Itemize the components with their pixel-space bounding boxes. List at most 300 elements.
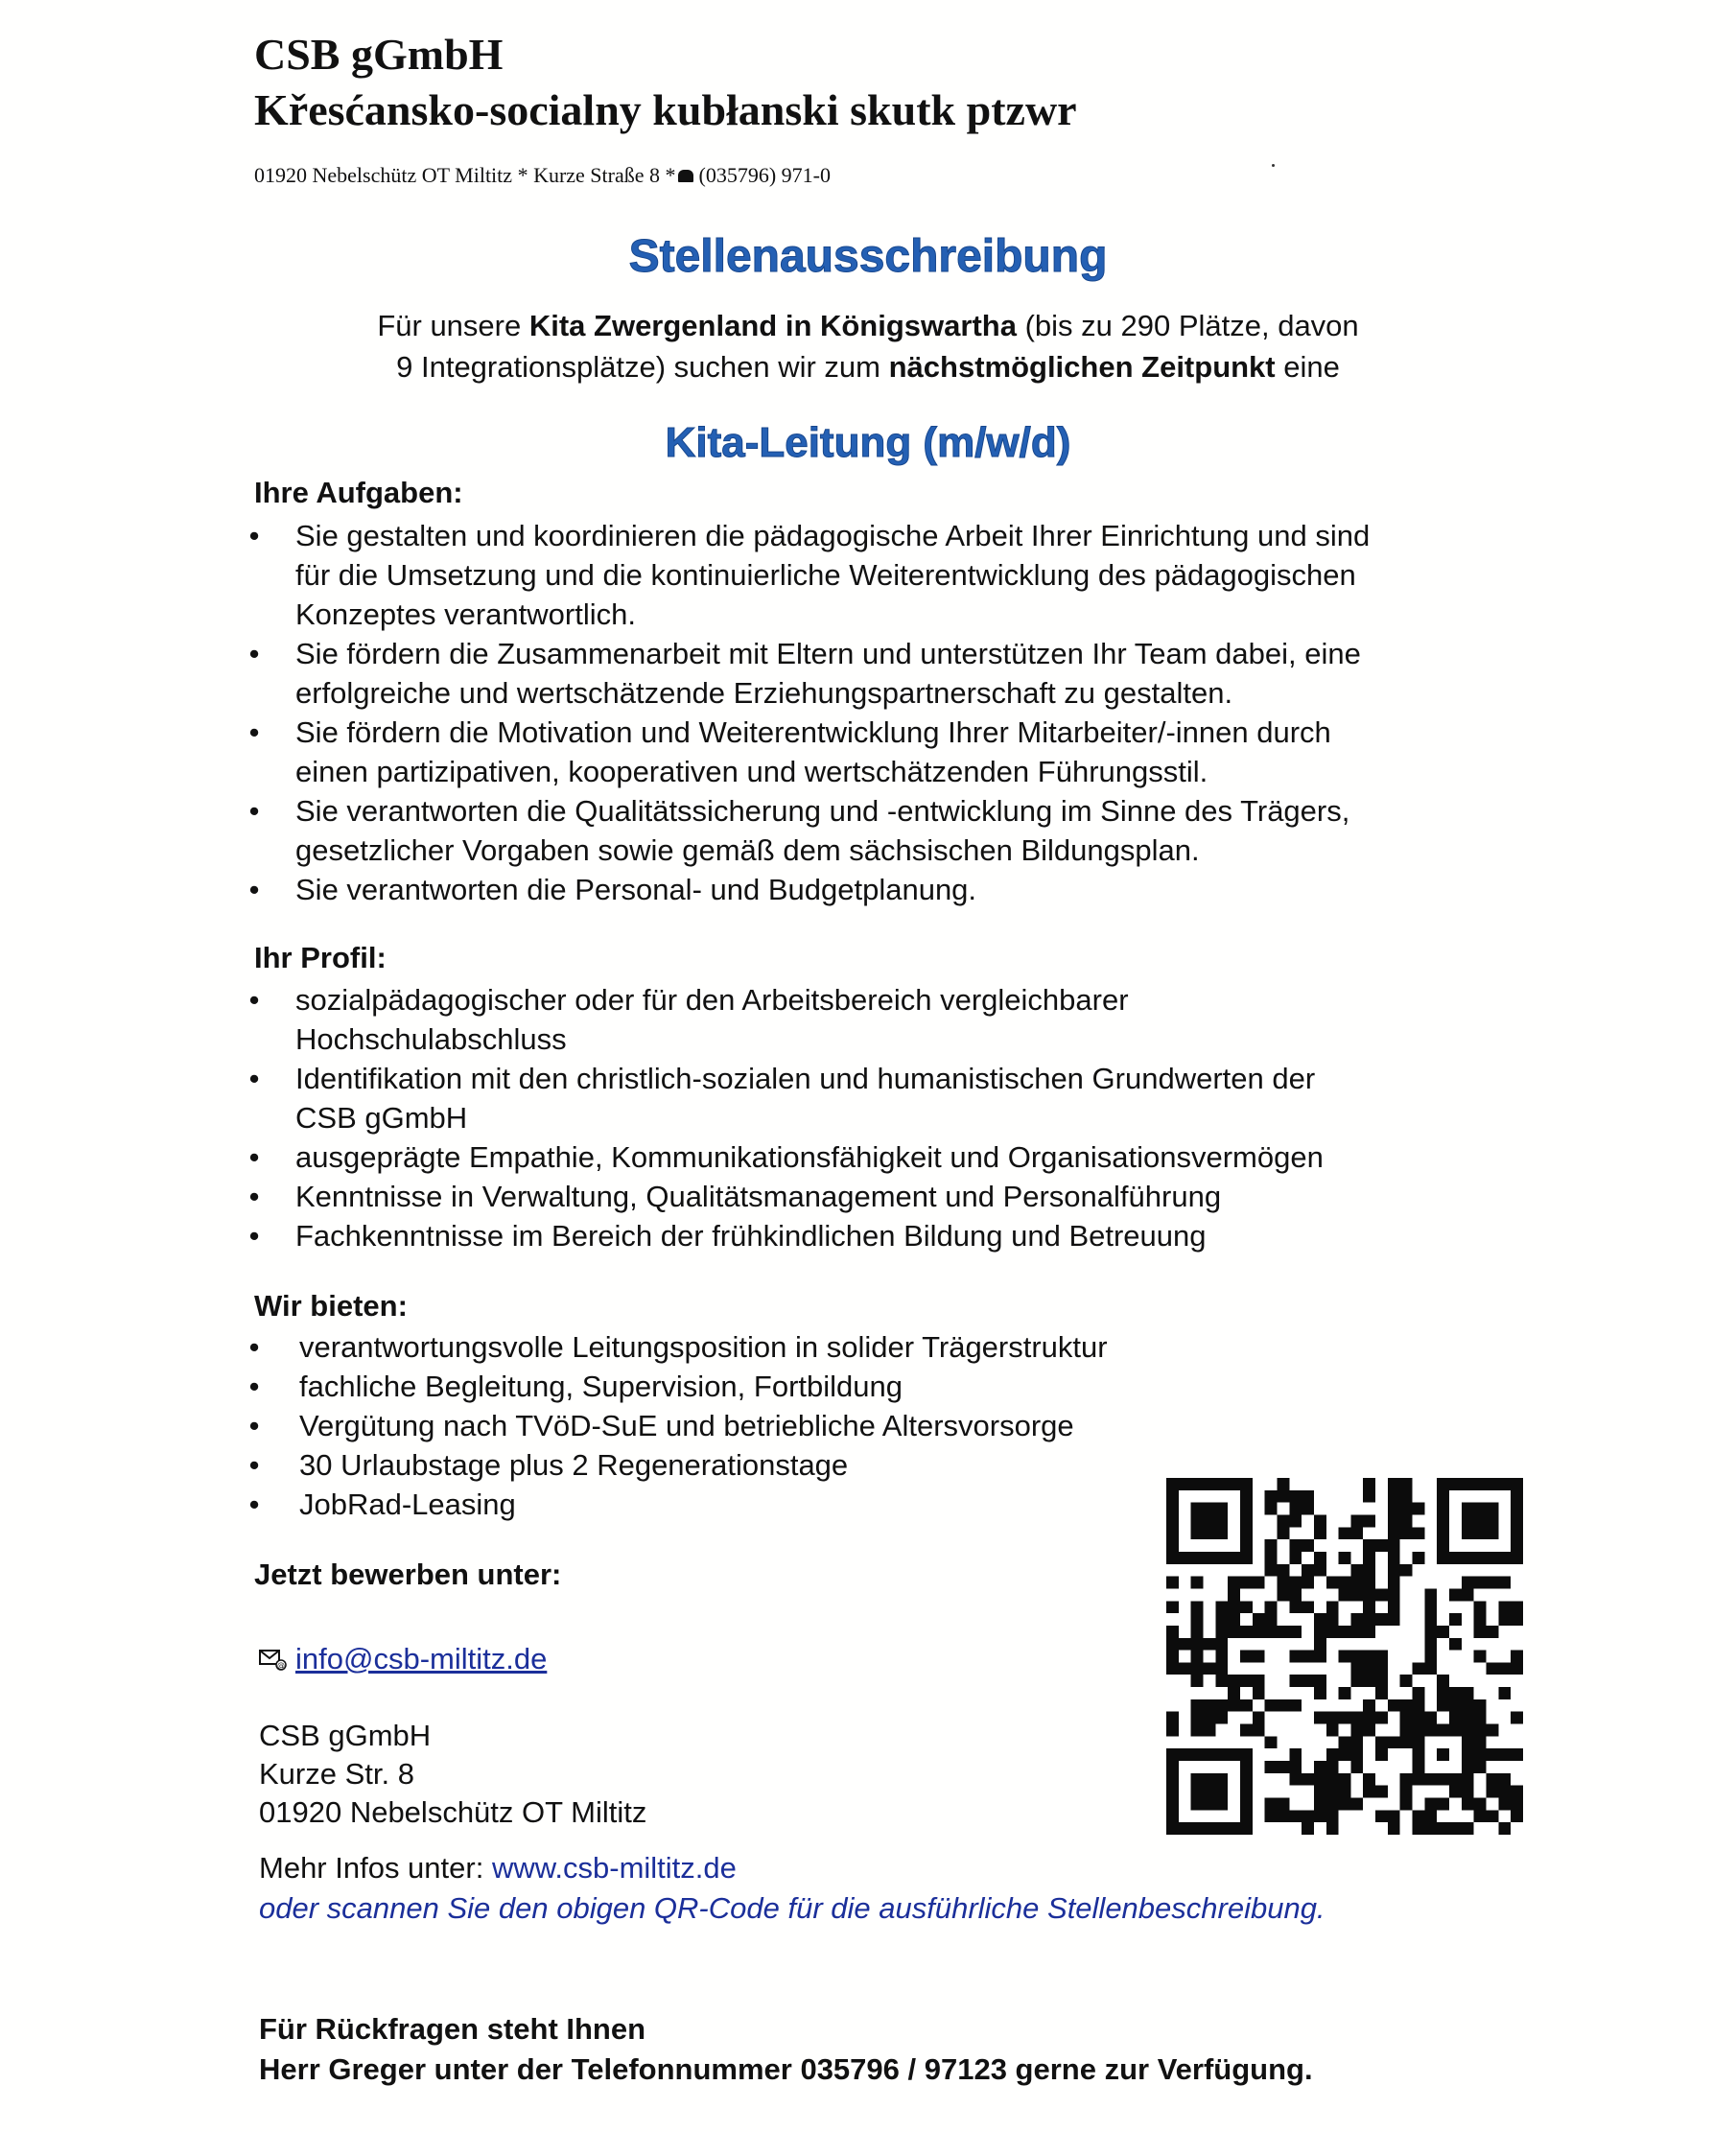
qr-module	[1314, 1527, 1326, 1539]
qr-module	[1339, 1786, 1351, 1798]
qr-module	[1511, 1786, 1523, 1798]
qr-module	[1363, 1786, 1375, 1798]
qr-module	[1191, 1613, 1204, 1626]
qr-module	[1437, 1822, 1449, 1835]
qr-module	[1400, 1736, 1413, 1748]
qr-module	[1462, 1724, 1474, 1737]
qr-module	[1228, 1626, 1240, 1638]
qr-module	[1228, 1552, 1240, 1564]
qr-module	[1339, 1798, 1351, 1811]
qr-module	[1339, 1651, 1351, 1663]
org-subtitle: Křesćansko-socialny kubłanski skutk ptzwr	[254, 85, 1077, 134]
qr-module	[1449, 1822, 1462, 1835]
qr-module	[1191, 1786, 1204, 1798]
qr-module	[1350, 1588, 1363, 1601]
qr-module	[1462, 1786, 1474, 1798]
qr-module	[1191, 1552, 1204, 1564]
qr-module	[1166, 1503, 1179, 1515]
qr-module	[1179, 1662, 1191, 1675]
qr-module	[1498, 1552, 1511, 1564]
bullet-icon: •	[248, 1140, 260, 1174]
qr-module	[1474, 1748, 1487, 1761]
qr-module	[1289, 1626, 1302, 1638]
qr-module	[1487, 1626, 1499, 1638]
qr-module	[1326, 1712, 1339, 1724]
qr-module	[1228, 1577, 1240, 1589]
qr-module	[1363, 1699, 1375, 1712]
list-item-line: Kenntnisse in Verwaltung, Qualitätsmanagement und Personalführung	[295, 1180, 1222, 1213]
qr-module	[1350, 1736, 1363, 1748]
list-item-line: CSB gGmbH	[295, 1101, 468, 1135]
qr-module	[1413, 1503, 1425, 1515]
list-item	[245, 1327, 1520, 1367]
start-date: nächstmöglichen Zeitpunkt	[888, 350, 1276, 384]
qr-module	[1400, 1712, 1413, 1724]
list-item-line: Konzeptes verantwortlich.	[295, 597, 636, 631]
qr-module	[1166, 1527, 1179, 1539]
qr-module	[1314, 1626, 1326, 1638]
list-item-line: Sie fördern die Zusammenarbeit mit Eltern und unterstützen Ihr Team dabei, eine	[295, 637, 1361, 670]
qr-module	[1240, 1626, 1253, 1638]
qr-module	[1191, 1798, 1204, 1811]
qr-module	[1424, 1810, 1437, 1822]
apply-heading: Jetzt bewerben unter:	[254, 1558, 562, 1591]
qr-module	[1228, 1748, 1240, 1761]
qr-module	[1203, 1662, 1215, 1675]
qr-module	[1166, 1478, 1179, 1490]
qr-module	[1314, 1638, 1326, 1651]
qr-module	[1487, 1748, 1499, 1761]
qr-module	[1339, 1588, 1351, 1601]
qr-module	[1413, 1773, 1425, 1786]
qr-module	[1449, 1786, 1462, 1798]
qr-module	[1191, 1822, 1204, 1835]
more-info-label: Mehr Infos unter:	[259, 1851, 492, 1885]
phone-number: (035796) 971-0	[698, 163, 831, 187]
qr-module	[1498, 1822, 1511, 1835]
qr-module	[1375, 1613, 1388, 1626]
qr-module	[1462, 1503, 1474, 1515]
qr-module	[1437, 1552, 1449, 1564]
qr-module	[1179, 1478, 1191, 1490]
qr-module	[1474, 1736, 1487, 1748]
contact-line: Für Rückfragen steht Ihnen	[259, 2012, 646, 2046]
qr-module	[1191, 1712, 1204, 1724]
qr-module	[1253, 1626, 1265, 1638]
qr-module	[1462, 1478, 1474, 1490]
list-item-line: sozialpädagogischer oder für den Arbeitsbereich vergleichbarer	[295, 983, 1129, 1017]
more-info	[259, 1851, 737, 1886]
qr-module	[1215, 1699, 1228, 1712]
qr-module	[1240, 1527, 1253, 1539]
qr-module	[1363, 1712, 1375, 1724]
qr-module	[1191, 1527, 1204, 1539]
qr-module	[1253, 1724, 1265, 1737]
qr-module	[1203, 1638, 1215, 1651]
qr-module	[1215, 1651, 1228, 1663]
qr-code-graphic	[1166, 1478, 1523, 1835]
qr-code[interactable]	[1166, 1478, 1523, 1835]
qr-module	[1363, 1675, 1375, 1687]
qr-module	[1437, 1626, 1449, 1638]
qr-module	[1289, 1773, 1302, 1786]
qr-module	[1240, 1773, 1253, 1786]
qr-module	[1179, 1552, 1191, 1564]
qr-module	[1339, 1748, 1351, 1761]
qr-module	[1498, 1773, 1511, 1786]
address-separator: *	[512, 163, 534, 187]
bullet-icon: •	[248, 1180, 260, 1213]
qr-module	[1350, 1626, 1363, 1638]
bullet-icon: •	[248, 1330, 260, 1364]
qr-module	[1228, 1675, 1240, 1687]
qr-module	[1289, 1588, 1302, 1601]
qr-module	[1400, 1786, 1413, 1798]
scan-artifact	[1272, 164, 1275, 167]
qr-module	[1388, 1527, 1400, 1539]
qr-module	[1424, 1822, 1437, 1835]
qr-module	[1265, 1699, 1278, 1712]
qr-module	[1191, 1773, 1204, 1786]
intro-text	[0, 305, 1736, 387]
qr-module	[1277, 1514, 1289, 1527]
qr-module	[1350, 1798, 1363, 1811]
qr-module	[1487, 1514, 1499, 1527]
list-item-line: fachliche Begleitung, Supervision, Fortbildung	[299, 1370, 903, 1403]
qr-module	[1413, 1552, 1425, 1564]
qr-module	[1388, 1601, 1400, 1613]
qr-module	[1314, 1761, 1326, 1773]
qr-module	[1302, 1564, 1314, 1577]
qr-module	[1424, 1724, 1437, 1737]
contact-info	[259, 2009, 1313, 2090]
list-item	[245, 1137, 1520, 1177]
qr-module	[1203, 1552, 1215, 1564]
qr-module	[1166, 1748, 1179, 1761]
list-item	[245, 980, 1520, 1059]
qr-module	[1240, 1601, 1253, 1613]
list-item-line: ausgeprägte Empathie, Kommunikationsfähigkeit und Organisationsvermögen	[295, 1140, 1324, 1174]
qr-module	[1462, 1552, 1474, 1564]
qr-module	[1388, 1810, 1400, 1822]
qr-module	[1326, 1626, 1339, 1638]
qr-module	[1449, 1724, 1462, 1737]
qr-module	[1437, 1539, 1449, 1552]
qr-module	[1289, 1601, 1302, 1613]
list-item	[245, 713, 1520, 791]
bullet-icon: •	[248, 519, 260, 552]
qr-module	[1240, 1577, 1253, 1589]
qr-module	[1166, 1626, 1179, 1638]
qr-module	[1203, 1724, 1215, 1737]
qr-module	[1400, 1798, 1413, 1811]
qr-module	[1240, 1724, 1253, 1737]
email-row	[259, 1642, 547, 1676]
qr-module	[1166, 1552, 1179, 1564]
qr-module	[1265, 1736, 1278, 1748]
qr-module	[1424, 1662, 1437, 1675]
list-item	[245, 1367, 1520, 1406]
qr-module	[1314, 1798, 1326, 1811]
qr-module	[1203, 1527, 1215, 1539]
bullet-icon: •	[248, 794, 260, 828]
list-item	[245, 1406, 1520, 1445]
qr-module	[1413, 1527, 1425, 1539]
address-separator: *	[660, 163, 676, 187]
qr-module	[1289, 1539, 1302, 1552]
qr-module	[1191, 1699, 1204, 1712]
qr-module	[1511, 1503, 1523, 1515]
qr-module	[1413, 1736, 1425, 1748]
qr-module	[1215, 1712, 1228, 1724]
qr-module	[1437, 1748, 1449, 1761]
qr-module	[1339, 1626, 1351, 1638]
qr-module	[1191, 1626, 1204, 1638]
qr-module	[1474, 1613, 1487, 1626]
qr-module	[1265, 1564, 1278, 1577]
qr-module	[1474, 1798, 1487, 1811]
qr-module	[1413, 1699, 1425, 1712]
qr-module	[1314, 1712, 1326, 1724]
qr-module	[1462, 1577, 1474, 1589]
qr-module	[1375, 1736, 1388, 1748]
qr-module	[1240, 1798, 1253, 1811]
qr-module	[1215, 1514, 1228, 1527]
qr-module	[1326, 1601, 1339, 1613]
qr-module	[1314, 1564, 1326, 1577]
qr-module	[1474, 1503, 1487, 1515]
list-item-line: erfolgreiche und wertschätzende Erziehungspartnerschaft zu gestalten.	[295, 676, 1233, 710]
qr-module	[1388, 1736, 1400, 1748]
qr-module	[1511, 1478, 1523, 1490]
qr-module	[1437, 1514, 1449, 1527]
qr-module	[1240, 1748, 1253, 1761]
qr-module	[1191, 1478, 1204, 1490]
qr-module	[1375, 1786, 1388, 1798]
qr-module	[1350, 1712, 1363, 1724]
address-part1: 01920 Nebelschütz OT Miltitz	[254, 163, 513, 187]
qr-module	[1363, 1651, 1375, 1663]
qr-module	[1424, 1773, 1437, 1786]
qr-module	[1265, 1503, 1278, 1515]
qr-module	[1203, 1699, 1215, 1712]
intro-text-part: Für unsere	[377, 309, 529, 342]
qr-module	[1363, 1564, 1375, 1577]
qr-module	[1302, 1810, 1314, 1822]
qr-module	[1314, 1675, 1326, 1687]
qr-module	[1203, 1748, 1215, 1761]
org-name: CSB gGmbH	[254, 30, 504, 79]
qr-module	[1265, 1613, 1278, 1626]
qr-module	[1314, 1786, 1326, 1798]
qr-module	[1388, 1478, 1400, 1490]
qr-module	[1253, 1613, 1265, 1626]
qr-module	[1449, 1712, 1462, 1724]
qr-module	[1375, 1748, 1388, 1761]
kita-name: Kita Zwergenland in Königswartha	[528, 309, 1017, 342]
qr-module	[1326, 1724, 1339, 1737]
qr-module	[1166, 1810, 1179, 1822]
qr-module	[1487, 1786, 1499, 1798]
qr-module	[1314, 1552, 1326, 1564]
qr-module	[1228, 1687, 1240, 1699]
qr-module	[1277, 1699, 1289, 1712]
qr-module	[1228, 1699, 1240, 1712]
apply-address-line: CSB gGmbH	[259, 1719, 432, 1752]
qr-module	[1350, 1514, 1363, 1527]
qr-module	[1400, 1514, 1413, 1527]
qr-module	[1339, 1527, 1351, 1539]
qr-module	[1400, 1478, 1413, 1490]
qr-module	[1388, 1588, 1400, 1601]
bullet-icon: •	[248, 637, 260, 670]
qr-module	[1215, 1748, 1228, 1761]
qr-module	[1215, 1675, 1228, 1687]
qr-module	[1511, 1527, 1523, 1539]
qr-module	[1400, 1564, 1413, 1577]
qr-module	[1363, 1490, 1375, 1503]
qr-module	[1240, 1675, 1253, 1687]
qr-module	[1253, 1651, 1265, 1663]
qr-module	[1400, 1503, 1413, 1515]
qr-module	[1388, 1539, 1400, 1552]
qr-module	[1388, 1564, 1400, 1577]
qr-module	[1363, 1626, 1375, 1638]
qr-module	[1240, 1490, 1253, 1503]
qr-module	[1339, 1577, 1351, 1589]
qr-module	[1413, 1761, 1425, 1773]
qr-module	[1511, 1810, 1523, 1822]
qr-module	[1437, 1490, 1449, 1503]
apply-address-line: Kurze Str. 8	[259, 1757, 414, 1791]
qr-module	[1511, 1712, 1523, 1724]
qr-module	[1302, 1773, 1314, 1786]
qr-module	[1487, 1503, 1499, 1515]
qr-module	[1498, 1662, 1511, 1675]
qr-module	[1215, 1527, 1228, 1539]
qr-module	[1326, 1822, 1339, 1835]
qr-module	[1215, 1638, 1228, 1651]
qr-module	[1240, 1810, 1253, 1822]
qr-module	[1277, 1798, 1289, 1811]
profile-list	[245, 980, 1520, 1255]
email-link[interactable]: info@csb-miltitz.de	[295, 1642, 548, 1675]
qr-module	[1253, 1675, 1265, 1687]
qr-module	[1388, 1613, 1400, 1626]
qr-module	[1375, 1687, 1388, 1699]
qr-module	[1487, 1662, 1499, 1675]
qr-module	[1511, 1651, 1523, 1663]
qr-scan-note: oder scannen Sie den obigen QR-Code für die ausführliche Stellenbeschreibung.	[259, 1891, 1325, 1925]
job-title: Kita-Leitung (m/w/d)	[665, 419, 1071, 466]
list-item	[245, 1177, 1520, 1216]
qr-module	[1265, 1539, 1278, 1552]
qr-module	[1437, 1773, 1449, 1786]
qr-module	[1265, 1552, 1278, 1564]
qr-module	[1277, 1810, 1289, 1822]
bullet-icon: •	[248, 715, 260, 749]
qr-module	[1265, 1601, 1278, 1613]
qr-module	[1277, 1490, 1289, 1503]
qr-module	[1474, 1724, 1487, 1737]
qr-module	[1289, 1699, 1302, 1712]
qr-module	[1498, 1601, 1511, 1613]
qr-module	[1228, 1478, 1240, 1490]
qr-module	[1437, 1798, 1449, 1811]
intro-text-part: eine	[1275, 350, 1340, 384]
qr-module	[1289, 1761, 1302, 1773]
qr-module	[1191, 1601, 1204, 1613]
page-title: Stellenausschreibung	[628, 231, 1108, 282]
qr-module	[1191, 1724, 1204, 1737]
qr-module	[1350, 1724, 1363, 1737]
intro-text-part: (bis zu 290 Plätze, davon	[1016, 309, 1359, 342]
qr-module	[1413, 1687, 1425, 1699]
qr-module	[1326, 1773, 1339, 1786]
qr-module	[1265, 1761, 1278, 1773]
qr-module	[1462, 1798, 1474, 1811]
qr-module	[1240, 1651, 1253, 1663]
qr-module	[1437, 1699, 1449, 1712]
qr-module	[1302, 1601, 1314, 1613]
qr-module	[1302, 1539, 1314, 1552]
list-item	[245, 1216, 1520, 1255]
qr-module	[1215, 1613, 1228, 1626]
svg-text:@: @	[277, 1661, 285, 1670]
list-item	[245, 791, 1520, 870]
qr-module	[1487, 1773, 1499, 1786]
qr-module	[1166, 1577, 1179, 1589]
qr-module	[1191, 1577, 1204, 1589]
list-item-line: verantwortungsvolle Leitungsposition in solider Trägerstruktur	[299, 1330, 1108, 1364]
list-item-line: Sie verantworten die Personal- und Budgetplanung.	[295, 873, 977, 906]
qr-module	[1437, 1503, 1449, 1515]
qr-module	[1314, 1810, 1326, 1822]
qr-module	[1375, 1712, 1388, 1724]
profile-heading: Ihr Profil:	[254, 941, 387, 974]
qr-module	[1413, 1748, 1425, 1761]
email-icon	[259, 1644, 288, 1670]
qr-module	[1487, 1552, 1499, 1564]
qr-module	[1289, 1675, 1302, 1687]
bullet-icon: •	[248, 1062, 260, 1095]
qr-module	[1449, 1699, 1462, 1712]
qr-module	[1289, 1577, 1302, 1589]
qr-module	[1400, 1527, 1413, 1539]
qr-module	[1388, 1514, 1400, 1527]
qr-module	[1228, 1588, 1240, 1601]
qr-module	[1474, 1527, 1487, 1539]
qr-module	[1166, 1798, 1179, 1811]
qr-module	[1413, 1712, 1425, 1724]
qr-module	[1363, 1724, 1375, 1737]
qr-module	[1375, 1810, 1388, 1822]
list-item-line: Hochschulabschluss	[295, 1022, 567, 1056]
qr-module	[1449, 1773, 1462, 1786]
qr-module	[1240, 1552, 1253, 1564]
qr-module	[1400, 1699, 1413, 1712]
qr-module	[1215, 1626, 1228, 1638]
qr-module	[1191, 1651, 1204, 1663]
list-item-line: für die Umsetzung und die kontinuierliche Weiterentwicklung des pädagogischen	[295, 558, 1356, 592]
qr-module	[1474, 1651, 1487, 1663]
qr-module	[1166, 1601, 1179, 1613]
qr-module	[1203, 1712, 1215, 1724]
qr-module	[1474, 1699, 1487, 1712]
bullet-icon: •	[248, 983, 260, 1017]
qr-module	[1487, 1527, 1499, 1539]
website-link[interactable]: www.csb-miltitz.de	[491, 1851, 737, 1885]
